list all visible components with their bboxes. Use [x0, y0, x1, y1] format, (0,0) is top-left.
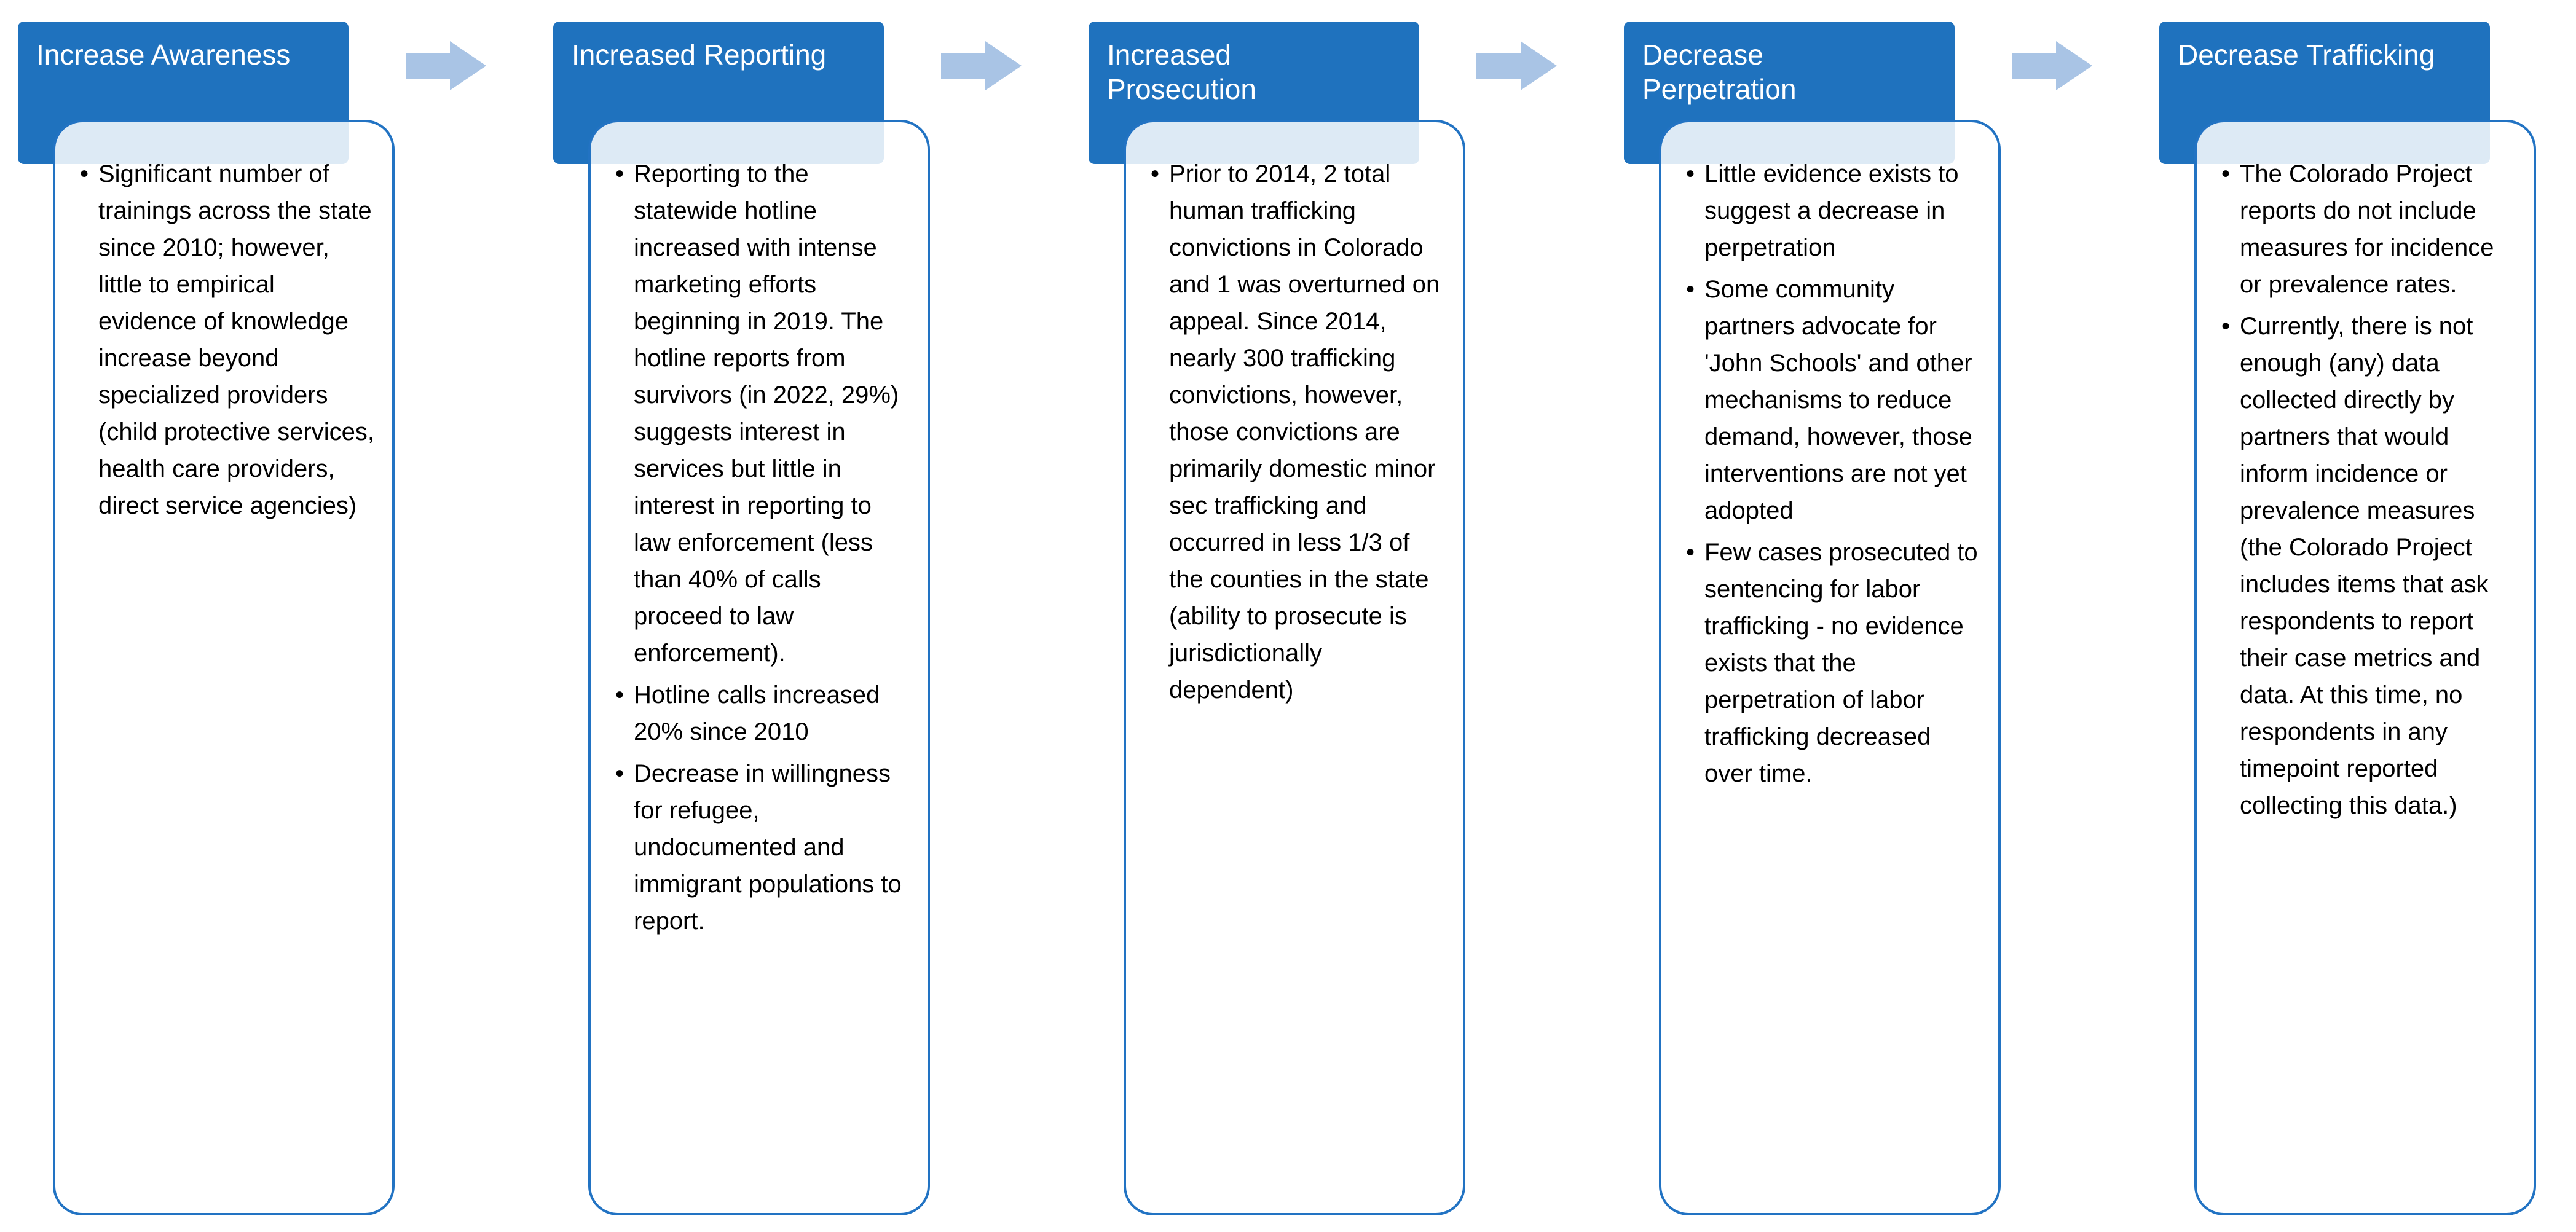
- flow-arrow-3: [1476, 41, 1557, 90]
- stage-title: Decrease Perpetration: [1642, 39, 1797, 106]
- bullet-list: [1126, 122, 1463, 708]
- stage-increase-awareness: [18, 22, 395, 1217]
- bullet-item: • Few cases prosecuted to sentencing for labor trafficking - no evidence exists that the perpetration of labor trafficking decreased over time.: [1685, 534, 1982, 792]
- bullet-item: • Reporting to the statewide hotline increased with intense marketing efforts beginning in 2019. The hotline reports from survivors (in 2022, 29%) suggests interest in services but little in interest in reporting to law enforcement (less than 40% of calls proceed to law enforcement).: [614, 155, 912, 672]
- bullet-item: • Significant number of trainings across the state since 2010; however, little to empirical evidence of knowledge increase beyond specialized providers (child protective services, health care providers, direct service agencies): [79, 155, 376, 524]
- right-arrow-icon: [406, 41, 486, 90]
- bullet-item: • Some community partners advocate for 'John Schools' and other mechanisms to reduce demand, however, those interventions are not yet adopted: [1685, 271, 1982, 529]
- bullet-item: • Little evidence exists to suggest a decrease in perpetration: [1685, 155, 1982, 266]
- bullet-item: • Decrease in willingness for refugee, undocumented and immigrant populations to report.: [614, 755, 912, 940]
- stage-body-decrease-trafficking: [2194, 120, 2536, 1215]
- stage-title: Decrease Trafficking: [2178, 39, 2435, 71]
- stage-title: Increased Prosecution: [1107, 39, 1256, 106]
- stage-decrease-trafficking: [2159, 22, 2536, 1217]
- right-arrow-icon: [941, 41, 1022, 90]
- stage-title: Increase Awareness: [36, 39, 291, 71]
- bullet-item: • Currently, there is not enough (any) data collected directly by partners that would inform incidence or prevalence measures (the Colorado Project includes items that ask respondents to report their case metrics and data. At this time, no respondents in any timepoint reported collecting this data.): [2220, 308, 2518, 824]
- bullet-item: • Prior to 2014, 2 total human trafficking convictions in Colorado and 1 was overturned on appeal. Since 2014, nearly 300 trafficking convictions, however, those convictions are primarily domestic minor sec trafficking and occurred in less 1/3 of the counties in the state (ability to prosecute is jurisdictionally dependent): [1149, 155, 1447, 708]
- right-arrow-icon: [2012, 41, 2092, 90]
- bullet-list: [2197, 122, 2534, 824]
- right-arrow-icon: [1476, 41, 1557, 90]
- stage-decrease-perpetration: [1624, 22, 2001, 1217]
- flow-arrow-4: [2012, 41, 2092, 90]
- bullet-list: [55, 122, 392, 524]
- stage-body-decrease-perpetration: [1659, 120, 2001, 1215]
- stage-increased-reporting: [553, 22, 930, 1217]
- flow-arrow-2: [941, 41, 1022, 90]
- stage-title: Increased Reporting: [572, 39, 827, 71]
- stage-body-increased-prosecution: [1124, 120, 1465, 1215]
- flow-arrow-1: [406, 41, 486, 90]
- stage-increased-prosecution: [1089, 22, 1465, 1217]
- bullet-list: [1661, 122, 1998, 792]
- stage-body-increase-awareness: [53, 120, 395, 1215]
- bullet-item: • The Colorado Project reports do not include measures for incidence or prevalence rates.: [2220, 155, 2518, 303]
- bullet-list: [591, 122, 928, 940]
- bullet-item: • Hotline calls increased 20% since 2010: [614, 677, 912, 750]
- stage-body-increased-reporting: [588, 120, 930, 1215]
